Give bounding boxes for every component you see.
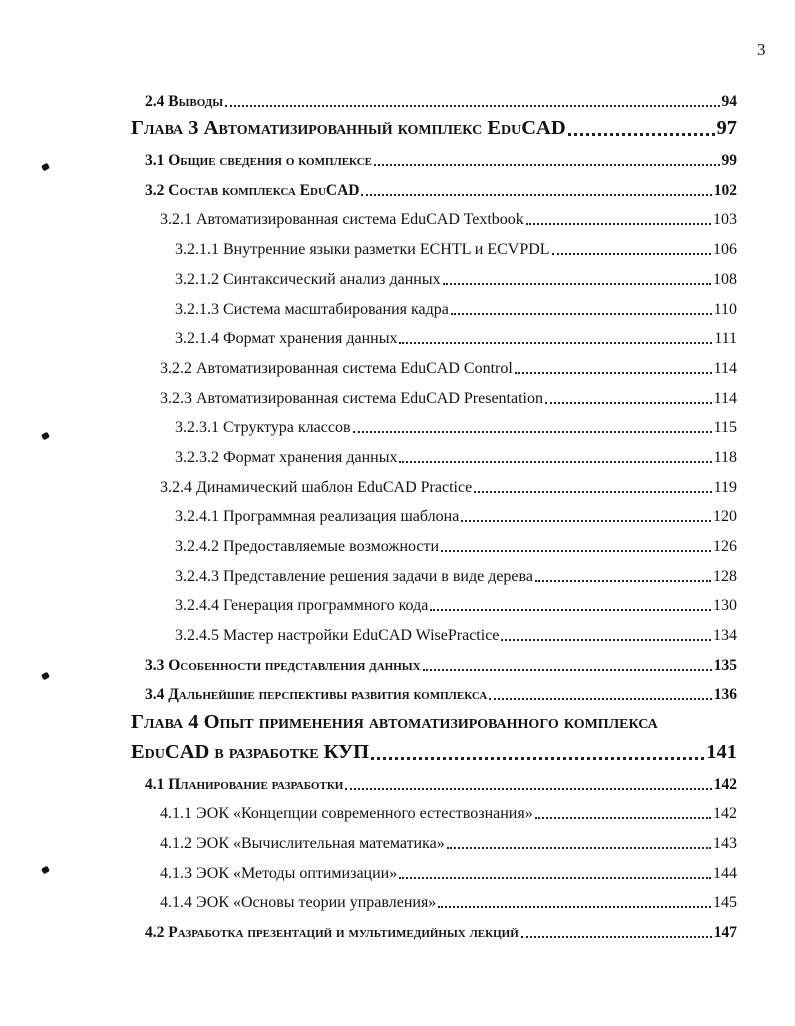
toc-entry-title: 3.2.1.3 Система масштабирования кадра xyxy=(175,300,449,318)
toc-entry[interactable] xyxy=(0,259,737,289)
toc-entry-title: 3.2.4.5 Мастер настройки EduCAD WisePractice xyxy=(175,627,500,645)
dot-leader xyxy=(545,402,712,404)
toc-entry-title: 3.2 Состав комплекса EduCAD xyxy=(145,181,360,199)
toc-entry[interactable] xyxy=(0,556,737,586)
toc-entry-title: 4.1.2 ЭОК «Вычислительная математика» xyxy=(160,834,445,852)
toc-entry[interactable] xyxy=(0,229,737,259)
toc-entry-page: 142 xyxy=(713,805,737,823)
dot-leader xyxy=(521,936,712,938)
toc-entry[interactable] xyxy=(0,437,737,467)
toc-entry-page: 147 xyxy=(713,923,737,941)
dot-leader xyxy=(443,283,711,285)
toc-entry-page: 119 xyxy=(713,478,737,496)
dot-leader xyxy=(430,609,711,611)
dot-leader xyxy=(399,877,711,879)
toc-entry-title: 3.2.3.2 Формат хранения данных xyxy=(175,448,398,466)
dot-leader xyxy=(461,520,711,522)
toc-entry[interactable] xyxy=(0,675,737,705)
dot-leader xyxy=(474,491,711,493)
toc-entry[interactable] xyxy=(0,170,737,200)
toc-entry-page: 144 xyxy=(713,864,737,882)
toc-entry-title: 4.1.3 ЭОК «Методы оптимизации» xyxy=(160,864,398,882)
toc-entry-page: 97 xyxy=(716,117,737,140)
dot-leader xyxy=(353,431,712,433)
toc-entry[interactable] xyxy=(0,140,737,170)
toc-entry-page: 142 xyxy=(713,775,737,793)
toc-entry[interactable] xyxy=(0,526,737,556)
toc-entry-title: 3.2.1 Автоматизированная система EduCAD Textbook xyxy=(160,211,524,229)
dot-leader xyxy=(451,313,712,315)
toc-entry-title: 4.1.1 ЭОК «Концепции современного естествознания» xyxy=(160,805,533,823)
toc-entry-title: 4.1.4 ЭОК «Основы теории управления» xyxy=(160,894,437,912)
toc-entry[interactable] xyxy=(0,883,737,913)
dot-leader xyxy=(501,639,711,641)
toc-entry-page: 141 xyxy=(706,740,737,763)
toc-entry-title: 3.2.1.1 Внутренние языки разметки ECHTL и ECVPDL xyxy=(175,241,550,259)
toc-entry-title: 3.2.4 Динамический шаблон EduCAD Practice xyxy=(160,478,473,496)
dot-leader xyxy=(568,133,715,136)
toc-entry-title: 3.2.4.4 Генерация программного кода xyxy=(175,597,429,615)
toc-entry-page: 126 xyxy=(713,538,737,555)
toc-entry-page: 114 xyxy=(713,389,737,407)
toc-entry-page: 115 xyxy=(713,419,737,437)
toc-entry-page: 128 xyxy=(713,567,737,585)
dot-leader xyxy=(441,550,711,552)
dot-leader xyxy=(515,372,712,374)
toc-entry-title: 3.2.3.1 Структура классов xyxy=(175,419,351,437)
toc-entry[interactable] xyxy=(0,497,737,527)
toc-entry[interactable] xyxy=(0,764,737,794)
toc-entry-page: 118 xyxy=(713,448,737,466)
dot-leader xyxy=(535,817,711,819)
toc-entry-page: 110 xyxy=(713,300,737,318)
toc-entry[interactable] xyxy=(0,586,737,616)
toc-entry-title: Глава 4 Опыт применения автоматизированного комплекса xyxy=(131,711,658,734)
toc-entry[interactable] xyxy=(0,200,737,230)
toc-entry-page: 94 xyxy=(721,92,737,110)
toc-entry-page: 135 xyxy=(713,656,737,674)
toc-entry[interactable] xyxy=(0,378,737,408)
toc-entry-page: 114 xyxy=(713,359,737,377)
toc-entry-title: 3.2.1.2 Синтаксический анализ данных xyxy=(175,270,441,288)
toc-entry[interactable] xyxy=(0,348,737,378)
toc-entry[interactable] xyxy=(0,615,737,645)
dot-leader xyxy=(423,669,712,671)
toc-entry-page: 130 xyxy=(713,597,737,615)
page-number: 3 xyxy=(757,40,766,59)
toc-entry[interactable] xyxy=(0,912,737,942)
dot-leader xyxy=(345,788,711,790)
toc-entry-title: 3.2.2 Автоматизированная система EduCAD Control xyxy=(160,359,513,377)
dot-leader xyxy=(361,194,711,196)
dot-leader xyxy=(399,342,712,344)
toc-entry-page: 134 xyxy=(713,627,737,645)
toc-entry-title: 2.4 Выводы xyxy=(145,92,224,110)
dot-leader xyxy=(526,223,711,225)
toc-entry[interactable] xyxy=(0,111,737,141)
dot-leader xyxy=(552,253,711,255)
toc-entry-title: 3.1 Общие сведения о комплексе xyxy=(145,152,373,170)
toc-entry-title: 3.3 Особенности представления данных xyxy=(145,656,421,674)
toc-entry-title: Глава 3 Автоматизированный комплекс EduCAD xyxy=(131,117,566,140)
toc-entry-title: 3.4 Дальнейшие перспективы развития комплекса xyxy=(145,686,488,704)
toc-entry[interactable] xyxy=(0,734,737,764)
toc-entry-page: 145 xyxy=(713,894,737,912)
toc-entry-page: 120 xyxy=(713,508,737,526)
dot-leader xyxy=(489,698,711,700)
toc-entry[interactable] xyxy=(0,81,737,111)
dot-leader xyxy=(535,580,711,582)
toc-entry-page: 111 xyxy=(714,330,737,348)
toc-entry[interactable] xyxy=(0,853,737,883)
toc-entry[interactable] xyxy=(0,289,737,319)
toc-entry-title: 4.2 Разработка презентаций и мультимедийных лекций xyxy=(145,923,519,941)
toc-entry-page: 99 xyxy=(721,152,737,170)
toc-entry[interactable] xyxy=(0,794,737,824)
toc-entry-title: 3.2.4.1 Программная реализация шаблона xyxy=(175,508,460,526)
toc-entry[interactable] xyxy=(0,704,737,734)
table-of-contents xyxy=(0,81,795,942)
dot-leader xyxy=(371,757,704,760)
toc-entry[interactable] xyxy=(0,319,737,349)
toc-entry-title: 3.2.4.2 Предоставляемые возможности xyxy=(175,538,440,555)
toc-entry-page: 106 xyxy=(713,241,737,259)
dot-leader xyxy=(438,906,711,908)
toc-entry[interactable] xyxy=(0,467,737,497)
toc-entry-title: 3.2.1.4 Формат хранения данных xyxy=(175,330,398,348)
toc-entry[interactable] xyxy=(0,408,737,438)
toc-entry-page: 102 xyxy=(713,181,737,199)
dot-leader xyxy=(399,461,711,463)
toc-entry[interactable] xyxy=(0,645,737,675)
toc-entry-title: 4.1 Планирование разработки xyxy=(145,775,344,793)
toc-entry-page: 103 xyxy=(713,211,737,229)
dot-leader xyxy=(225,105,719,107)
toc-entry-page: 136 xyxy=(713,686,737,704)
toc-entry-page: 143 xyxy=(713,834,737,852)
dot-leader xyxy=(447,847,711,849)
toc-entry-title: 3.2.3 Автоматизированная система EduCAD Presentation xyxy=(160,389,543,407)
toc-entry[interactable] xyxy=(0,823,737,853)
dot-leader xyxy=(374,164,719,166)
toc-entry-title: 3.2.4.3 Представление решения задачи в виде дерева xyxy=(175,567,533,585)
toc-entry-page: 108 xyxy=(713,270,737,288)
toc-entry-title: EduCAD в разработке КУП xyxy=(131,740,370,763)
